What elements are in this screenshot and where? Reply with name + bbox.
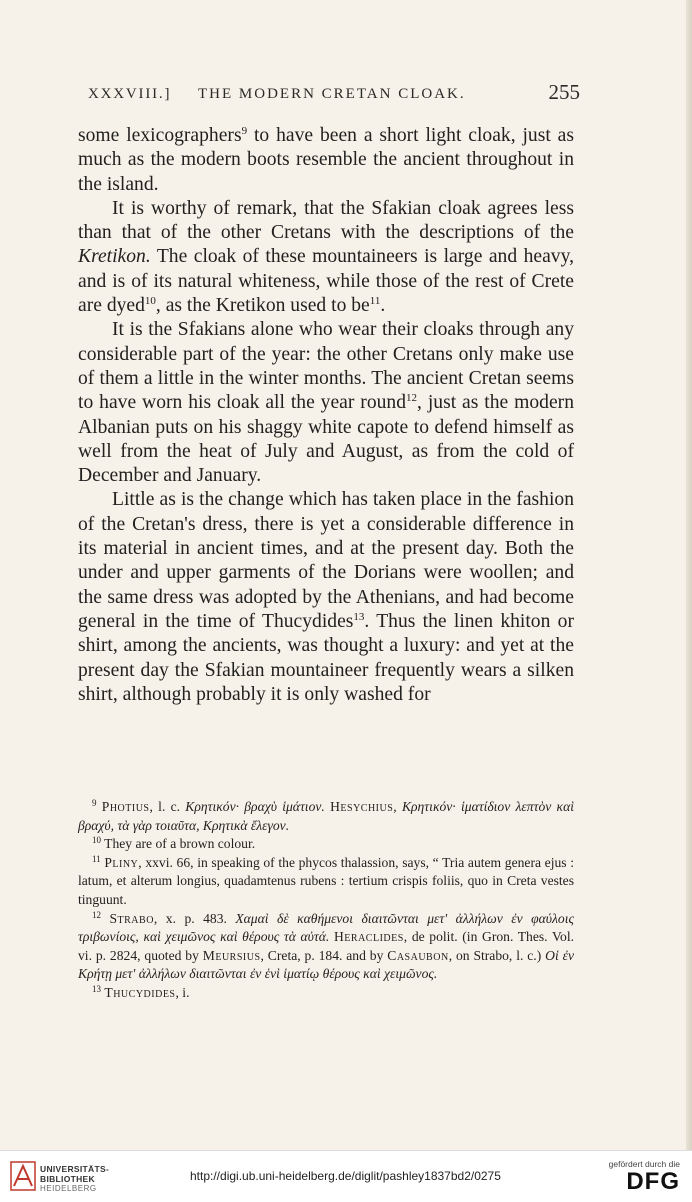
dfg-logo: DFG [626, 1168, 680, 1195]
footnote-ref: 10 [144, 295, 156, 308]
paragraph [78, 488, 574, 707]
text: , Creta, p. 184. and by [260, 947, 388, 963]
footnote [78, 798, 574, 835]
footnote-ref: 11 [369, 295, 381, 308]
footnote-number: 11 [92, 853, 101, 864]
text: The cloak of these mountaineers is large and heavy, and is of its natural whiteness, while those of the rest of Crete are dyed [78, 246, 574, 317]
chapter-number: XXXVIII.] [88, 86, 172, 102]
footnote [78, 984, 574, 1003]
text: , i. [175, 984, 190, 1000]
text: , xxvi. 66, in speaking of the phycos thalassion, says, “ Tria autem genera ejus : latum, et alterum longius, quadamtenus rubens : tertium crispis foliis, quo in Creta vestes tinguunt. [78, 854, 574, 907]
text: , x. p. 483. [153, 910, 236, 926]
funding-logo [609, 1159, 680, 1195]
italic-term: Kretikon. [78, 246, 151, 268]
paragraph [78, 124, 574, 197]
author: Pliny [104, 854, 139, 870]
ub-heidelberg-logo-icon [10, 1161, 36, 1191]
footnote-number: 9 [92, 798, 97, 808]
author: Meursius [202, 947, 261, 963]
text: , l. c. [149, 799, 186, 814]
paragraph [78, 197, 574, 318]
text: , [393, 799, 402, 814]
text: They are of a brown colour. [101, 836, 256, 852]
text: , on Strabo, l. c.) [448, 947, 546, 963]
page-number: 255 [548, 80, 580, 104]
author: Heraclides [333, 929, 404, 945]
text: . [380, 295, 386, 317]
footnote-ref: 12 [406, 392, 418, 405]
text: It is the Sfakians alone who wear their cloaks through any considerable part of the year: the other Cretans only make use of them a little in the winter months. The ancient Cretan seems to have worn his cloak all the year round [78, 319, 574, 414]
institution-name [40, 1164, 109, 1194]
running-header [88, 80, 580, 110]
greek-text: Οἱ ἐν Κρήτῃ μετ' ἀλλήλων διαιτῶνται ἐν ἑνὶ ἱματίῳ θέρους καὶ χειμῶνος. [78, 947, 574, 982]
greek-text: Κρητικόν· ἱματίδιον λεπτὸν καὶ βραχύ, τὰ γὰρ τοιαῦτα, Κρητικὰ ἔλεγον. [78, 799, 574, 833]
institution-line: BIBLIOTHEK [40, 1174, 95, 1184]
footnote [78, 910, 574, 984]
text: to have been a short light cloak, just as much as the modern boots resemble the ancient throughout in the island. [78, 125, 574, 195]
author: Strabo [109, 910, 154, 926]
text: , as the Kretikon used to be [155, 295, 370, 317]
main-text [78, 124, 574, 707]
footnotes [78, 798, 574, 1003]
footnote-number: 12 [92, 909, 101, 920]
greek-text: Χαμαὶ δὲ καθήμενοι διαιτῶνται μετ' ἀλλήλων ἐν φαύλοις τριβωνίοις, καὶ χειμῶνος καὶ θέρους τὰ αὐτά. [78, 910, 574, 945]
footnote-ref: 13 [353, 610, 365, 623]
funding-text: gefördert durch die [608, 1159, 680, 1169]
text: . Thus the linen khiton or shirt, among the ancients, was thought a luxury: and yet at the present day the Sfakian mountaineer frequently wears a silken shirt, although probably it is only washed for [78, 610, 574, 705]
author: Hesychius [330, 799, 394, 814]
author: Photius [101, 799, 150, 814]
text: It is worthy of remark, that the Sfakian cloak agrees less than that of the other Cretans with the descriptions of the [78, 197, 574, 244]
author: Casaubon [387, 947, 449, 963]
paragraph [78, 318, 574, 488]
permalink[interactable]: http://digi.ub.uni-heidelberg.de/diglit/pashley1837bd2/0275 [190, 1169, 501, 1183]
text: Little as is the change which has taken place in the fashion of the Cretan's dress, there is yet a considerable difference in its material in ancient times, and at the present day. Both the under and upper garments of the Dorians were woollen; and the same dress was adopted by the Athenians, and had become general in the time of Thucydides [78, 489, 574, 632]
text: , just as the modern Albanian puts on his shaggy white capote to defend himself as well from the heat of July and August, as from the cold of December and January. [78, 392, 574, 487]
text: some lexicographers [78, 125, 242, 146]
institution-line: HEIDELBERG [40, 1184, 97, 1193]
footnote [78, 854, 574, 910]
text: , de polit. (in Gron. Thes. Vol. vi. p. 2824, quoted by [78, 929, 574, 963]
footnote-number: 13 [92, 983, 101, 994]
footnote-number: 10 [92, 835, 101, 846]
institution-line: UNIVERSITÄTS- [40, 1164, 110, 1174]
footnote [78, 835, 574, 854]
viewer-footer [0, 1150, 692, 1202]
page-edge [686, 0, 692, 1150]
greek-text: Κρητικόν· βραχὺ ἱμάτιον. [185, 799, 325, 814]
footnote-ref: 9 [241, 125, 248, 137]
author: Thucydides [104, 984, 176, 1000]
running-title: THE MODERN CRETAN CLOAK. [198, 86, 466, 102]
